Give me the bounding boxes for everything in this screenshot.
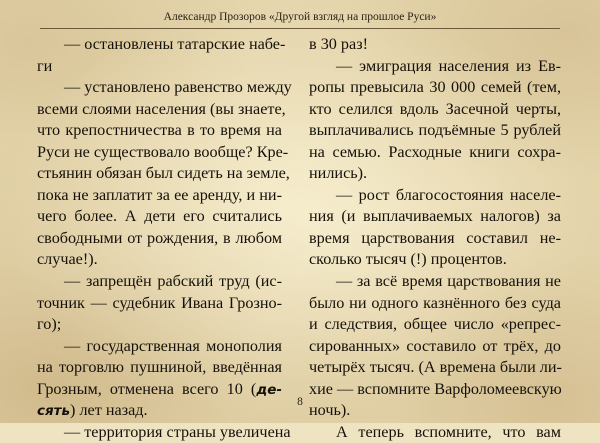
- line-text: го);: [37, 315, 62, 334]
- text-line: [309, 293, 561, 315]
- line-text: Грозным, отменена всего 10 (: [37, 379, 257, 398]
- text-line: [37, 163, 290, 185]
- line-text: нились).: [309, 164, 368, 183]
- text-line: [309, 56, 561, 78]
- line-text: всеми слоями населения (вы знаете,: [37, 99, 286, 118]
- line-text: хие — вспомните Варфоломеевскую: [309, 379, 562, 398]
- text-line: [309, 120, 561, 142]
- line-text: — эмиграция населения из Ев-: [336, 56, 561, 75]
- page-number: 8: [297, 396, 303, 408]
- line-text: — установлено равенство между: [64, 78, 292, 97]
- line-text: точник — судебник Ивана Грозно-: [37, 293, 282, 312]
- line-text: четырёх тысяч. (А времена были ли-: [309, 358, 562, 377]
- text-line: [309, 163, 561, 185]
- line-text: кто селился вдоль Засечной черты,: [309, 99, 561, 118]
- running-header: Александр Прозоров «Другой взгляд на прошлое Руси»: [163, 11, 437, 23]
- line-text: ги: [37, 56, 53, 75]
- line-text: чего более. А дети его считались: [37, 207, 282, 226]
- text-line: [309, 142, 561, 164]
- line-text: в 30 раз!: [309, 35, 368, 53]
- line-text: время царствования составил не-: [309, 228, 561, 247]
- text-line: [37, 206, 282, 228]
- text-line: [309, 77, 561, 99]
- line-text: пока не заплатит за ее аренду, и ни-: [37, 185, 282, 204]
- line-text: свободными от рождения, в любом: [37, 228, 282, 247]
- text-line: [309, 422, 561, 443]
- left-column: [37, 34, 292, 443]
- text-line: [37, 293, 282, 315]
- line-text: ропы превысила 30 000 семей (тем,: [309, 78, 561, 97]
- text-line: [37, 314, 282, 336]
- right-column: [309, 34, 561, 443]
- line-text: А теперь вспомните, что вам: [336, 422, 561, 441]
- text-line: [309, 314, 561, 336]
- text-line: [37, 99, 286, 121]
- line-text: ния (и выплачиваемых налогов) за: [309, 207, 561, 226]
- header-rule: [40, 28, 560, 29]
- text-line: [37, 34, 286, 56]
- emphasis-text: де-: [256, 381, 282, 398]
- text-line: [37, 120, 282, 142]
- text-line: [309, 206, 561, 228]
- line-text: — государственная монополия: [64, 336, 282, 355]
- line-text: — запрещён рабский труд (ис-: [64, 272, 282, 291]
- text-line: [309, 336, 561, 358]
- text-line: [37, 228, 282, 250]
- line-text: ночь).: [309, 401, 351, 420]
- line-text: Руси не существовало вообще? Кре-: [37, 142, 289, 161]
- line-text: стьянин обязан был сидеть на земле,: [37, 164, 290, 183]
- line-text: на семью. Расходные книги сохра-: [309, 142, 561, 161]
- line-text: было ни одного казнённого без суда: [309, 293, 561, 312]
- text-line: [37, 77, 292, 99]
- text-line: [37, 142, 289, 164]
- line-text: — остановлены татарские набе-: [64, 35, 286, 53]
- line-text: сированных» составило от трёх, до: [309, 336, 561, 355]
- text-line: [309, 228, 561, 250]
- line-text: — территория страны увеличена: [64, 422, 291, 441]
- text-line: [37, 336, 282, 358]
- line-text: — за всё время царствования не: [336, 272, 561, 291]
- line-text: случае!).: [37, 250, 98, 269]
- line-text: — рост благосостояния населе-: [336, 185, 561, 204]
- text-line: [37, 185, 282, 207]
- text-line: [309, 271, 561, 293]
- text-line: [309, 185, 561, 207]
- line-text: что крепостничества в то время на: [37, 121, 282, 140]
- text-line: [309, 99, 561, 121]
- text-line: [309, 357, 561, 379]
- line-text: выплачивались подъёмные 5 рублей: [309, 121, 561, 140]
- line-text: на торговлю пушниной, введённая: [37, 358, 282, 377]
- text-line: [309, 249, 561, 271]
- line-text: сколько тысяч (!) процентов.: [309, 250, 507, 269]
- emphasis-text: сять: [37, 403, 71, 420]
- text-line: [37, 271, 282, 293]
- text-line: [37, 249, 282, 271]
- text-line: [37, 357, 282, 379]
- text-line: [37, 422, 291, 443]
- text-line: [37, 56, 282, 78]
- line-text: ) лет назад.: [70, 401, 148, 420]
- text-line: [309, 34, 561, 56]
- line-text: и следствия, общее число «репрес-: [309, 315, 561, 334]
